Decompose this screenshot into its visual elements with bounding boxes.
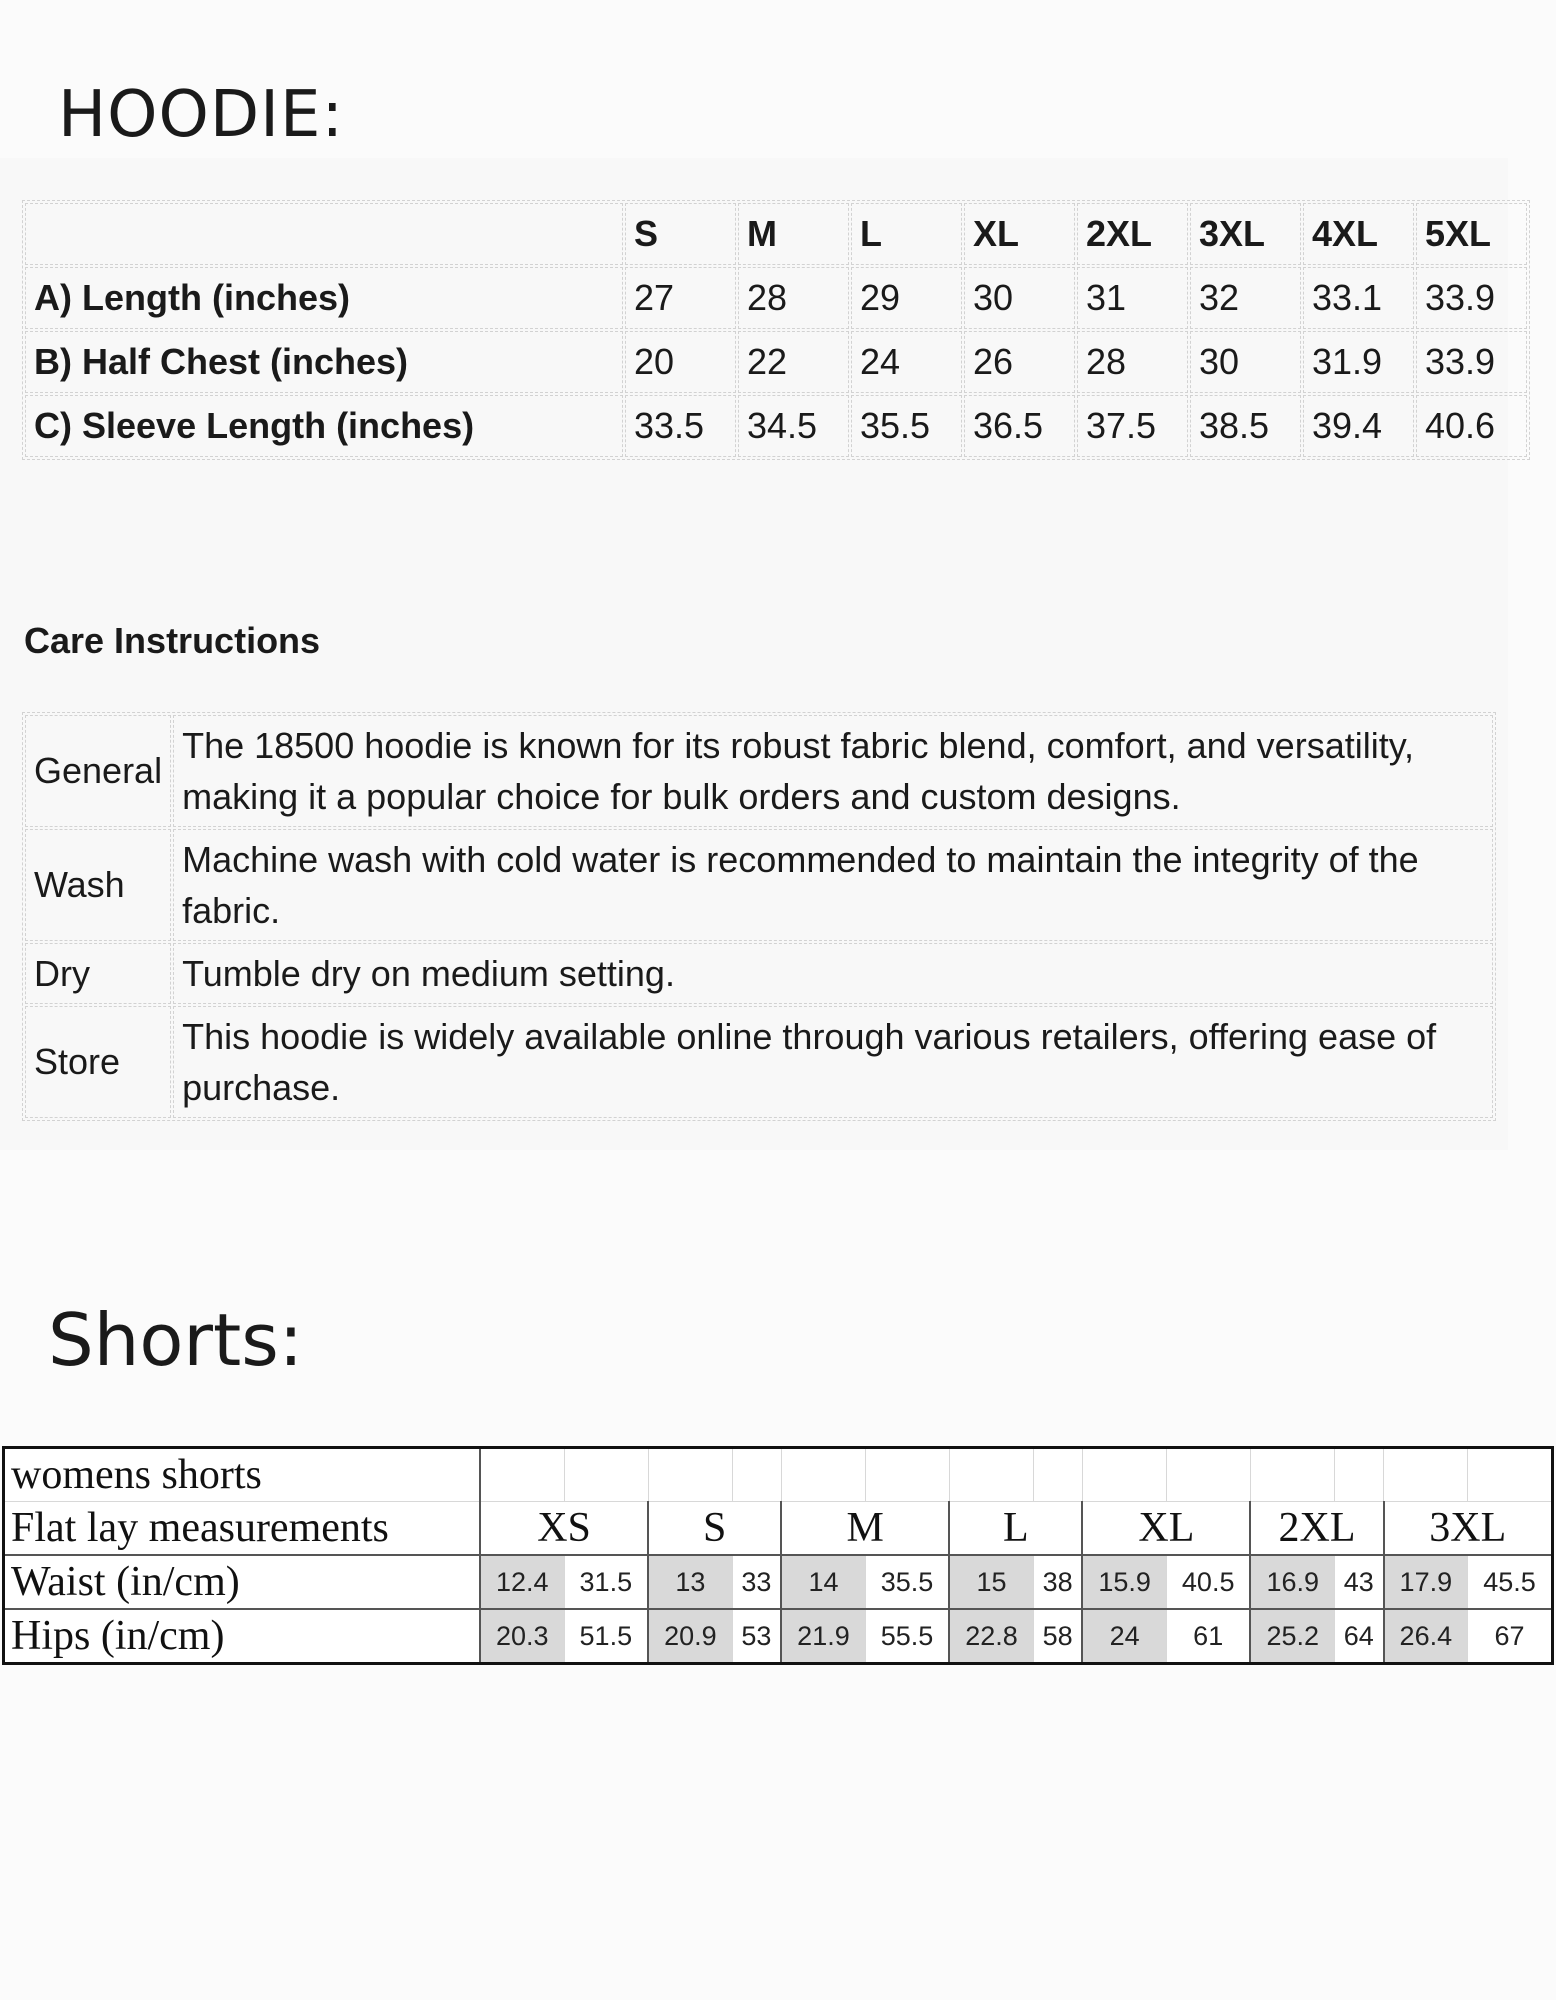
empty-header-cell [25,203,623,265]
table-cell: 39.4 [1303,395,1414,457]
table-cell [1468,1448,1553,1502]
row-label: Waist (in/cm) [4,1555,481,1609]
inch-cell: 15 [949,1555,1033,1609]
inch-cell: 20.9 [648,1609,732,1664]
table-cell: 30 [964,267,1075,329]
inch-cell: 20.3 [480,1609,564,1664]
cm-cell: 67 [1468,1609,1553,1664]
table-cell: 33.5 [625,395,736,457]
table-cell: 33.1 [1303,267,1414,329]
inch-cell: 13 [648,1555,732,1609]
table-cell: 33.9 [1416,331,1527,393]
inch-cell: 15.9 [1082,1555,1166,1609]
table-cell [1250,1448,1334,1502]
row-label: C) Sleeve Length (inches) [25,395,623,457]
size-header: 4XL [1303,203,1414,265]
cm-cell: 38 [1033,1555,1082,1609]
table-cell: 32 [1190,267,1301,329]
size-header: M [738,203,849,265]
cm-cell: 61 [1166,1609,1250,1664]
table-caption: womens shorts [4,1448,481,1502]
table-cell: 28 [1077,331,1188,393]
hoodie-title: HOODIE: [58,78,345,152]
table-cell [564,1448,648,1502]
table-cell [781,1448,865,1502]
inch-cell: 14 [781,1555,865,1609]
shorts-title: Shorts: [48,1298,303,1382]
size-header: L [851,203,962,265]
care-text: Machine wash with cold water is recommended to maintain the integrity of the fabric. [173,829,1493,941]
cm-cell: 35.5 [865,1555,949,1609]
table-cell: 40.6 [1416,395,1527,457]
cm-cell: 55.5 [865,1609,949,1664]
table-row [25,1006,1493,1118]
hoodie-size-table [22,200,1530,460]
size-header: 2XL [1250,1502,1383,1556]
shorts-size-table [2,1446,1554,1665]
table-row [4,1555,1553,1609]
table-row [25,331,1527,393]
table-cell: 31 [1077,267,1188,329]
table-cell: 20 [625,331,736,393]
row-label: Hips (in/cm) [4,1609,481,1664]
size-header: XS [480,1502,648,1556]
size-header: 3XL [1384,1502,1553,1556]
table-cell: 22 [738,331,849,393]
table-cell [865,1448,949,1502]
table-row [25,829,1493,941]
cm-cell: 53 [732,1609,781,1664]
row-label: B) Half Chest (inches) [25,331,623,393]
care-instructions-table [22,712,1496,1121]
size-header: 2XL [1077,203,1188,265]
table-cell [1335,1448,1384,1502]
row-label: A) Length (inches) [25,267,623,329]
cm-cell: 33 [732,1555,781,1609]
table-row [25,715,1493,827]
table-cell: 27 [625,267,736,329]
table-cell: 24 [851,331,962,393]
size-header: M [781,1502,949,1556]
table-cell: 36.5 [964,395,1075,457]
care-label: Dry [25,943,171,1004]
cm-cell: 31.5 [564,1555,648,1609]
table-cell: 31.9 [1303,331,1414,393]
row-label: Flat lay measurements [4,1502,481,1556]
inch-cell: 16.9 [1250,1555,1334,1609]
table-cell: 35.5 [851,395,962,457]
table-row [25,267,1527,329]
table-cell [1166,1448,1250,1502]
table-cell: 37.5 [1077,395,1188,457]
table-cell: 30 [1190,331,1301,393]
cm-cell: 51.5 [564,1609,648,1664]
size-header: 3XL [1190,203,1301,265]
table-cell: 38.5 [1190,395,1301,457]
table-row [25,395,1527,457]
table-cell: 26 [964,331,1075,393]
table-row [4,1609,1553,1664]
table-cell: 33.9 [1416,267,1527,329]
table-cell [1082,1448,1166,1502]
size-header: XL [964,203,1075,265]
table-row [25,943,1493,1004]
cm-cell: 40.5 [1166,1555,1250,1609]
inch-cell: 25.2 [1250,1609,1334,1664]
size-header: S [625,203,736,265]
inch-cell: 12.4 [480,1555,564,1609]
table-header-row [25,203,1527,265]
inch-cell: 21.9 [781,1609,865,1664]
table-cell: 34.5 [738,395,849,457]
size-header: L [949,1502,1082,1556]
table-cell [732,1448,781,1502]
table-cell [648,1448,732,1502]
care-label: Wash [25,829,171,941]
inch-cell: 24 [1082,1609,1166,1664]
table-cell [949,1448,1033,1502]
inch-cell: 17.9 [1384,1555,1468,1609]
care-label: Store [25,1006,171,1118]
size-header: 5XL [1416,203,1527,265]
care-text: This hoodie is widely available online through various retailers, offering ease of purchase. [173,1006,1493,1118]
care-label: General [25,715,171,827]
cm-cell: 43 [1335,1555,1384,1609]
table-caption-row [4,1448,1553,1502]
table-cell [480,1448,564,1502]
care-instructions-heading: Care Instructions [24,620,321,661]
table-cell: 28 [738,267,849,329]
care-text: The 18500 hoodie is known for its robust fabric blend, comfort, and versatility, making it a popular choice for bulk orders and custom designs. [173,715,1493,827]
inch-cell: 26.4 [1384,1609,1468,1664]
inch-cell: 22.8 [949,1609,1033,1664]
size-header: XL [1082,1502,1250,1556]
table-cell [1033,1448,1082,1502]
cm-cell: 45.5 [1468,1555,1553,1609]
size-header: S [648,1502,781,1556]
table-cell: 29 [851,267,962,329]
table-cell [1384,1448,1468,1502]
table-header-row [4,1502,1553,1556]
cm-cell: 64 [1335,1609,1384,1664]
care-text: Tumble dry on medium setting. [173,943,1493,1004]
cm-cell: 58 [1033,1609,1082,1664]
